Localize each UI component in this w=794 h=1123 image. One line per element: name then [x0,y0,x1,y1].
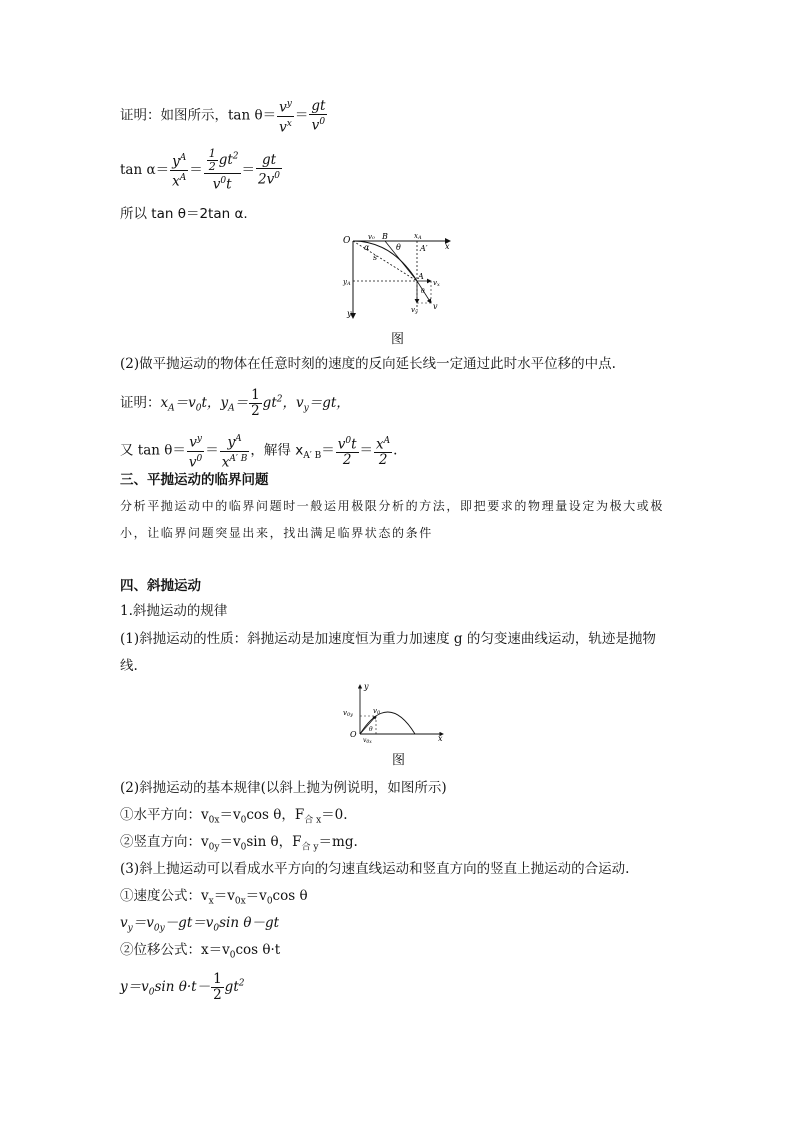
compound-fraction: $\frac{1}{2}$ $gt^2$ $v^0t$ [204,148,241,193]
figure-1-caption: 图 [391,332,405,347]
svg-text:v₀: v₀ [368,233,375,241]
svg-text:x: x [438,734,443,743]
svg-text:α: α [364,243,370,252]
svg-text:B: B [382,232,388,241]
fraction: $\frac{1}{2}$ [213,971,222,1003]
velocity-extension [385,241,417,281]
section-3-paragraph-line-1: 分析平抛运动中的临界问题时一般运用极限分析的方法，即把要求的物理量设定为极大或极 [120,499,665,513]
proof-label: 证明：如图所示， [120,107,228,124]
subsection-1-title: 1.斜抛运动的规律 [120,603,228,619]
svg-text:O: O [350,730,357,739]
vertical-direction-line: ②竖直方向：$v_{0y}=v_0\sin$ θ，$F_{合 y}=mg$. [120,834,358,853]
proof-line-1: 证明：如图所示，tan θ＝ $\frac{v^y}{v^x}$ ＝ $\frac{gt}{v^0}$ [120,97,326,135]
statement-2: (2)做平抛运动的物体在任意时刻的速度的反向延长线一定通过此时水平位移的中点. [120,356,616,372]
fraction: $\frac{v^0t}{2}$ [337,435,357,469]
item-1-line-2: 线. [120,658,138,674]
svg-text:v0y: v0y [343,709,353,718]
svg-text:A′: A′ [420,244,428,253]
section-4-title: 四、斜抛运动 [120,578,201,594]
fraction: $\frac{gt}{2v^0}$ [258,152,280,188]
fraction: $\frac{gt}{v^0}$ [311,97,326,134]
fraction: $\frac{v^y}{v^x}$ [279,99,292,135]
y-formula-line: $y=v_0\sin$ θ·t－ $\frac{1}{2}$ $gt^2$ [120,971,245,1003]
displacement-line [353,241,417,281]
oblique-projectile-figure [343,680,448,745]
svg-text:v0: v0 [373,707,381,716]
velocity-formula-line: ①速度公式：$v_x=v_{0x}=v_0\cos$ θ [120,888,308,907]
svg-text:v0x: v0x [363,737,372,745]
fraction: $\frac{y^A}{x^{A' B}}$ [221,434,248,470]
svg-text:vx: vx [433,279,440,288]
origin-label: O [343,236,351,246]
item-1-line-1: (1)斜抛运动的性质：斜抛运动是加速度恒为重力加速度 g 的匀变速曲线运动，轨迹是抛物 [120,631,656,647]
item-2: (2)斜抛运动的基本规律(以斜上抛为例说明，如图所示) [120,780,447,796]
vy-formula-line: $v_y=v_{0y}-gt=v_0\sin$ θ－gt [120,915,280,934]
svg-text:A: A [418,272,424,281]
svg-text:vy: vy [411,306,418,315]
svg-text:s: s [373,253,378,262]
fraction: $\frac{1}{2}$ [251,387,260,419]
displacement-formula-line: ②位移公式：$x=v_0\cos$ θ·t [120,942,281,961]
figure-2-caption: 图 [392,753,406,768]
fraction: $\frac{v^y}{v^0}$ [188,434,203,470]
svg-text:x: x [445,242,450,251]
svg-text:θ: θ [396,243,401,252]
svg-text:θ: θ [421,288,425,295]
fraction: $\frac{y^A}{x^A}$ [172,153,187,190]
proof-line-2: tan α＝ $\frac{y^A}{x^A}$ ＝ $\frac{1}{2}$ $gt^2$ $v^0t$ ＝ $\frac{gt}{2v^0}$ [120,147,280,193]
section-3-paragraph-line-2: 小，让临界问题突显出来，找出满足临界状态的条件 [120,526,433,540]
svg-text:xA: xA [414,232,422,241]
conclusion-line: 所以 tan θ＝2tan α. [120,206,248,222]
horizontal-direction-line: ①水平方向：$v_{0x}=v_0\cos$ θ，$F_{合 x}=0$. [120,807,348,826]
proof-line-3: 证明：$x_A=v_0t$，$y_A=$ $\frac{1}{2}$ $gt^2$，$v_y=gt$， [120,387,350,419]
svg-text:yA: yA [343,278,351,287]
fraction: $\frac{x^A}{2}$ [376,435,391,469]
item-3: (3)斜上抛运动可以看成水平方向的匀速直线运动和竖直方向的竖直上抛运动的合运动. [120,861,630,877]
v0-arrow [360,716,376,734]
svg-text:v: v [433,302,438,311]
svg-text:y: y [364,682,369,691]
section-3-title: 三、平抛运动的临界问题 [120,472,269,488]
proof-line-4: 又 tan θ＝ $\frac{v^y}{v^0}$ ＝ $\frac{y^A}{x^{A' B}}$ ，解得 $x_{A' B}=$ $\frac{v^0t}{2}$ ＝ $\frac{x^A}{2}$ . [120,434,398,470]
svg-text:y: y [347,309,352,318]
svg-text:θ: θ [369,726,373,733]
projectile-figure-1 [340,230,465,325]
